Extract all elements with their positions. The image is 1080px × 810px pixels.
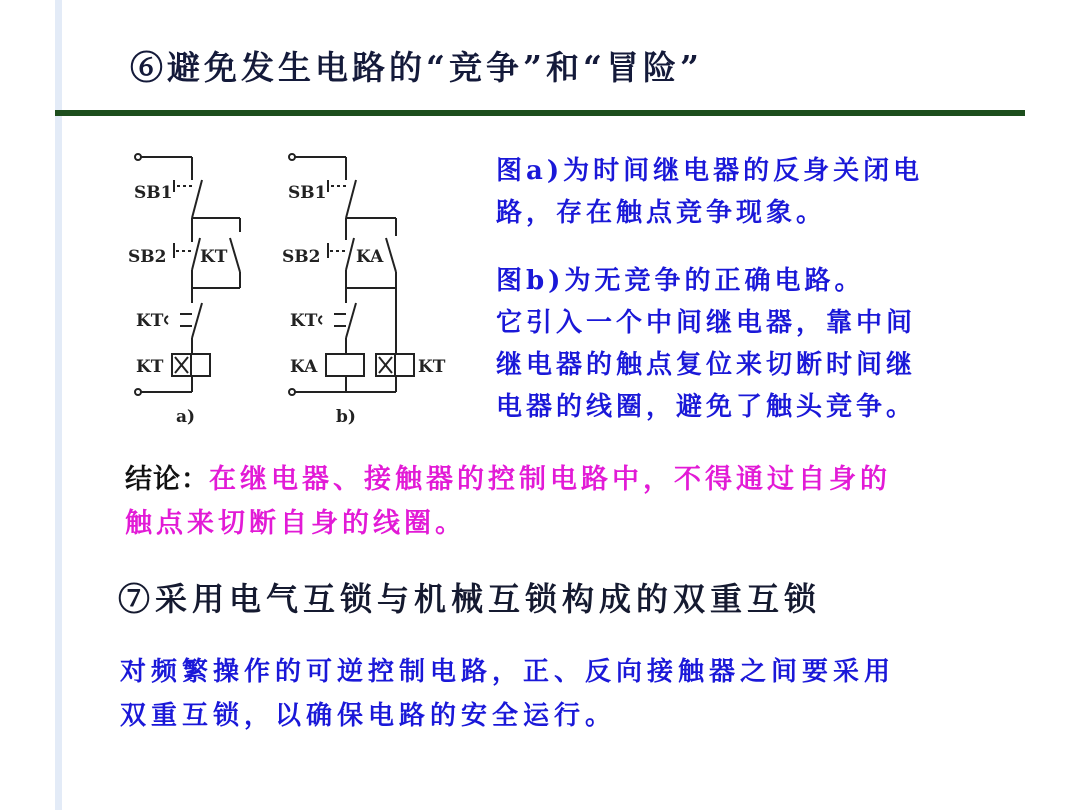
description-a-line: 图a)为时间继电器的反身关闭电 [496, 156, 924, 186]
paragraph-line: 对频繁操作的可逆控制电路，正、反向接触器之间要采用 [120, 657, 896, 687]
description-b-line: 它引入一个中间继电器，靠中间 [496, 308, 917, 338]
description-b [496, 260, 916, 428]
paragraph-line: 双重互锁，以确保电路的安全运行。 [120, 701, 617, 731]
description-b-line: 电器的线圈，避免了触头竞争。 [496, 392, 917, 422]
label-b-kt-delay: KT [290, 311, 318, 331]
label-a-kt-contact: KT [200, 247, 228, 267]
left-accent-bar [55, 0, 62, 810]
label-b-sb1: SB1 [288, 183, 327, 203]
conclusion-text: 在继电器、接触器的控制电路中，不得通过自身的 [209, 464, 891, 495]
conclusion-label: 结论： [125, 464, 209, 495]
label-b-sb2: SB2 [282, 247, 321, 267]
description-b-line: 图b)为无竞争的正确电路。 [496, 266, 865, 296]
caption-b: b) [336, 407, 356, 427]
label-a-sb1: SB1 [134, 183, 173, 203]
section-subtitle: ⑦采用电气互锁与机械互锁构成的双重互锁 [118, 580, 822, 618]
label-a-kt-coil: KT [136, 357, 164, 377]
description-a [496, 150, 923, 234]
label-b-ka-contact: KA [356, 247, 384, 267]
label-b-kt-coil: KT [418, 357, 446, 377]
interlock-paragraph [120, 650, 895, 738]
conclusion-text: 触点来切断自身的线圈。 [125, 508, 466, 539]
title-divider [55, 110, 1025, 116]
label-a-sb2: SB2 [128, 247, 167, 267]
circuit-diagram [120, 140, 460, 435]
caption-a: a) [176, 407, 196, 427]
page-title: ⑥避免发生电路的“竞争”和“冒险” [130, 48, 703, 87]
label-b-ka-coil: KA [290, 357, 318, 377]
description-b-line: 继电器的触点复位来切断时间继 [496, 350, 917, 380]
label-a-kt-delay: KT [136, 311, 164, 331]
description-a-line: 路，存在触点竞争现象。 [496, 198, 827, 228]
conclusion [125, 458, 891, 546]
